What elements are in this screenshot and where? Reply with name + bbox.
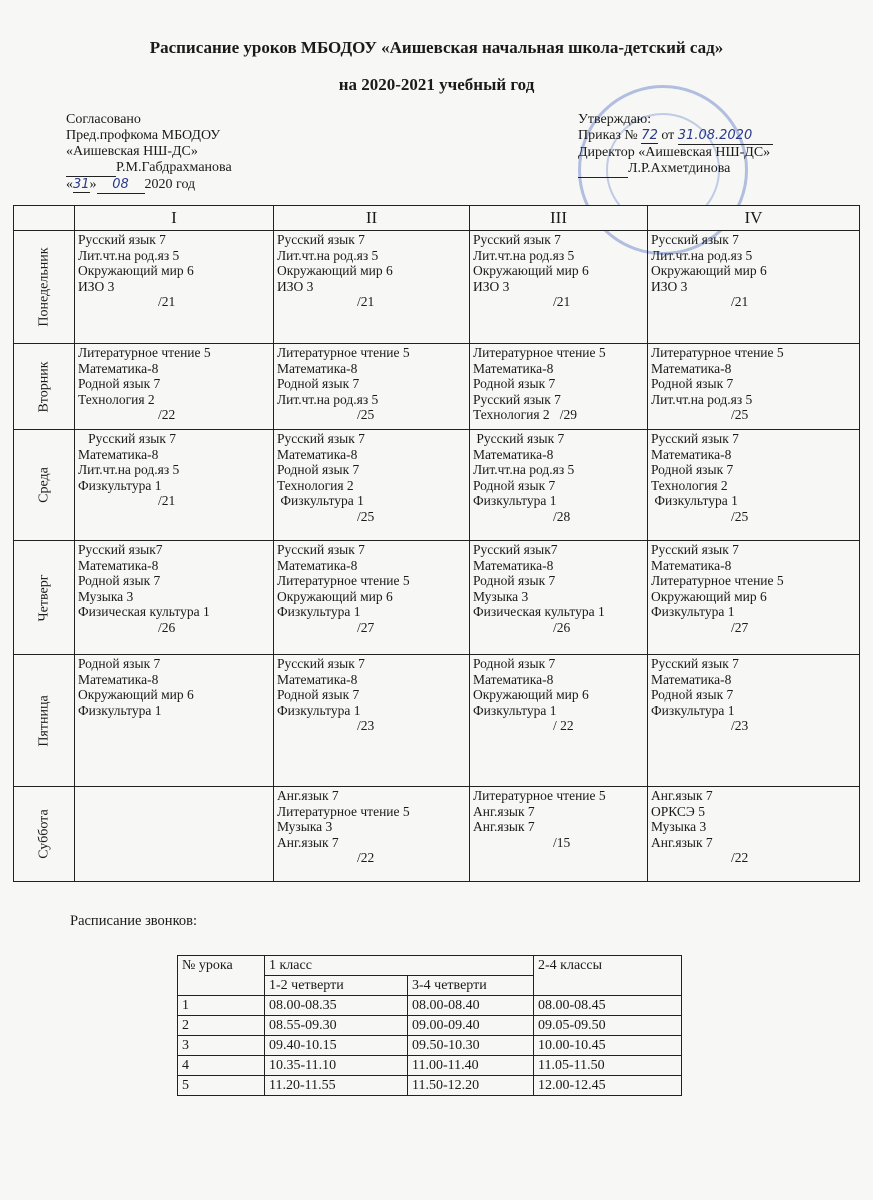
lesson-line: Родной язык 7 — [277, 462, 360, 477]
header-lesson: № урока — [178, 956, 265, 996]
lesson-cell — [470, 430, 648, 541]
class1-q34-time: 11.50-12.20 — [408, 1076, 534, 1096]
bell-row — [178, 996, 682, 1016]
lesson-line: Родной язык 7 — [473, 656, 556, 671]
lesson-cell — [75, 430, 274, 541]
lesson-line: Родной язык 7 — [277, 687, 360, 702]
class1-q34-time: 09.50-10.30 — [408, 1036, 534, 1056]
lesson-line: Анг.язык 7 — [651, 788, 713, 803]
lesson-cell — [274, 655, 470, 787]
weekly-total: /21 — [731, 294, 749, 309]
weekly-total: /23 — [731, 718, 749, 733]
lesson-line: Анг.язык 7 — [473, 819, 535, 834]
order-date: 31.08.2020 — [678, 128, 773, 145]
day-label: Пятница — [36, 694, 52, 747]
day-label-cell — [14, 655, 75, 787]
lesson-line: Литературное чтение 5 — [78, 345, 211, 360]
header-q34: 3-4 четверти — [408, 976, 534, 996]
lesson-line: Русский язык 7 — [651, 656, 739, 671]
agreed-line: Пред.профкома МБОДОУ — [66, 128, 221, 143]
weekly-total: /27 — [731, 619, 749, 635]
weekly-total: /21 — [158, 493, 176, 508]
lesson-line: Математика-8 — [78, 360, 159, 376]
lesson-line: Технология 2 — [277, 477, 354, 493]
lesson-line: Литературное чтение 5 — [277, 573, 410, 588]
agreed-signer — [66, 160, 232, 177]
day-label: Суббота — [36, 809, 52, 859]
lesson-line: Физкультура 1 — [277, 702, 361, 718]
lesson-line: ОРКСЭ 5 — [651, 803, 705, 819]
document-title: Расписание уроков МБОДОУ «Аишевская начальная школа-детский сад» — [149, 38, 724, 57]
agreed-block — [66, 112, 232, 194]
lesson-line: Физкультура 1 — [651, 604, 735, 619]
lesson-line: Математика-8 — [277, 671, 358, 687]
lesson-line: Математика-8 — [651, 671, 732, 687]
lesson-line: ИЗО 3 — [277, 278, 314, 294]
agreed-line: Согласовано — [66, 112, 141, 127]
lesson-line: Родной язык 7 — [473, 573, 556, 588]
weekly-total: /27 — [357, 619, 375, 635]
approved-block — [578, 112, 773, 178]
lesson-line: Анг.язык 7 — [651, 834, 713, 850]
class1-q12-time: 08.55-09.30 — [265, 1016, 408, 1036]
class1-q12-time: 09.40-10.15 — [265, 1036, 408, 1056]
class1-q12-time: 10.35-11.10 — [265, 1056, 408, 1076]
lesson-line: Окружающий мир 6 — [277, 263, 393, 278]
day-label: Четверг — [36, 574, 52, 621]
day-row — [14, 344, 860, 430]
lesson-line: Русский язык 7 — [78, 431, 177, 446]
lesson-cell — [648, 231, 860, 344]
weekly-total: /26 — [553, 619, 571, 635]
lesson-line: Русский язык 7 — [277, 542, 365, 557]
lesson-line: Русский язык 7 — [473, 431, 565, 446]
lesson-line: Физкультура 1 — [473, 493, 557, 508]
day-label-cell — [14, 541, 75, 655]
class24-time: 09.05-09.50 — [534, 1016, 682, 1036]
weekly-total: /22 — [357, 850, 375, 865]
lesson-number: 4 — [178, 1056, 265, 1076]
lesson-line: Физкультура 1 — [78, 702, 162, 718]
class1-q34-time: 11.00-11.40 — [408, 1056, 534, 1076]
lesson-line: Родной язык 7 — [651, 376, 734, 391]
order-line — [578, 128, 773, 145]
weekly-total: /23 — [357, 718, 375, 733]
header-class1: 1 класс — [265, 956, 534, 976]
day-label: Понедельник — [36, 247, 52, 327]
lesson-line: Физкультура 1 — [651, 493, 738, 508]
lesson-line: Физкультура 1 — [473, 702, 557, 718]
lesson-line: Музыка 3 — [78, 588, 134, 604]
class24-time: 12.00-12.45 — [534, 1076, 682, 1096]
lesson-line: Математика-8 — [473, 557, 554, 573]
lesson-line: Математика-8 — [78, 557, 159, 573]
bell-row — [178, 1056, 682, 1076]
day-label: Вторник — [36, 360, 52, 413]
lesson-line: Математика-8 — [78, 671, 159, 687]
lesson-line: Анг.язык 7 — [277, 788, 339, 803]
lesson-line: Родной язык 7 — [473, 477, 556, 493]
lesson-line: Физическая культура 1 — [78, 604, 210, 619]
date-prefix: « — [66, 177, 73, 192]
bells-heading: Расписание звонков: — [70, 913, 198, 929]
lesson-line: Литературное чтение 5 — [651, 345, 784, 360]
schedule-table — [13, 205, 860, 882]
lesson-number: 3 — [178, 1036, 265, 1056]
lesson-line: Математика-8 — [277, 360, 358, 376]
lesson-line: Физкультура 1 — [651, 702, 735, 718]
weekly-total: /25 — [357, 407, 375, 422]
signer-name: Л.Р.Ахметдинова — [628, 161, 731, 176]
class1-q34-time: 08.00-08.40 — [408, 996, 534, 1016]
lesson-cell — [648, 787, 860, 882]
lesson-line: Физкультура 1 — [277, 493, 364, 508]
lesson-line: Литературное чтение 5 — [651, 573, 784, 588]
column-header: I — [75, 206, 274, 231]
lesson-cell — [274, 231, 470, 344]
lesson-line: Родной язык 7 — [277, 376, 360, 391]
lesson-line: Математика-8 — [277, 446, 358, 462]
lesson-line: Лит.чт.на род.яз 5 — [277, 247, 379, 263]
lesson-cell — [274, 430, 470, 541]
lesson-cell — [470, 231, 648, 344]
lesson-line: Литературное чтение 5 — [473, 788, 606, 803]
column-header: III — [470, 206, 648, 231]
date-month: 08 — [97, 177, 145, 194]
lesson-line: Родной язык 7 — [78, 376, 161, 391]
lesson-line: Родной язык 7 — [651, 462, 734, 477]
lesson-cell — [648, 344, 860, 430]
lesson-line: Русский язык 7 — [277, 232, 365, 247]
lesson-line: ИЗО 3 — [78, 278, 115, 294]
lesson-line: Родной язык 7 — [78, 573, 161, 588]
weekly-total: /21 — [357, 294, 375, 309]
lesson-cell — [648, 430, 860, 541]
class1-q12-time: 08.00-08.35 — [265, 996, 408, 1016]
weekly-total: /22 — [731, 850, 749, 865]
lesson-cell — [470, 787, 648, 882]
lesson-line: Окружающий мир 6 — [78, 687, 194, 702]
weekly-total: /25 — [357, 508, 375, 524]
class24-time: 11.05-11.50 — [534, 1056, 682, 1076]
lesson-cell — [75, 787, 274, 882]
lesson-line: Русский язык 7 — [277, 431, 365, 446]
lesson-cell — [274, 344, 470, 430]
day-row — [14, 787, 860, 882]
class24-time: 08.00-08.45 — [534, 996, 682, 1016]
bell-row — [178, 1016, 682, 1036]
lesson-cell — [470, 344, 648, 430]
lesson-line: Математика-8 — [651, 360, 732, 376]
lesson-line: Математика-8 — [651, 557, 732, 573]
lesson-line: Лит.чт.на род.яз 5 — [277, 391, 379, 407]
lesson-line: Анг.язык 7 — [473, 803, 535, 819]
lesson-line: Лит.чт.на род.яз 5 — [651, 391, 753, 407]
lesson-line: Русский язык7 — [473, 542, 558, 557]
bell-row — [178, 1076, 682, 1096]
lesson-line: Технология 2 — [78, 391, 155, 407]
date-suffix: 2020 год — [144, 177, 196, 192]
lesson-cell — [274, 541, 470, 655]
lesson-line: Окружающий мир 6 — [651, 588, 767, 604]
day-row — [14, 231, 860, 344]
lesson-line: Лит.чт.на род.яз 5 — [473, 247, 575, 263]
class24-time: 10.00-10.45 — [534, 1036, 682, 1056]
approved-line: Утверждаю: — [578, 112, 652, 127]
lesson-line: Физкультура 1 — [277, 604, 361, 619]
lesson-number: 2 — [178, 1016, 265, 1036]
header-q12: 1-2 четверти — [265, 976, 408, 996]
lesson-cell — [75, 231, 274, 344]
order-prefix: Приказ № — [578, 128, 638, 143]
lesson-line: Анг.язык 7 — [277, 834, 339, 850]
lesson-cell — [648, 541, 860, 655]
weekly-total: /25 — [731, 508, 749, 524]
lesson-line: Математика-8 — [473, 360, 554, 376]
day-label-cell — [14, 430, 75, 541]
lesson-line: Русский язык 7 — [651, 542, 739, 557]
day-label: Среда — [36, 467, 52, 503]
lesson-line: Математика-8 — [651, 446, 732, 462]
lesson-line: Математика-8 — [277, 557, 358, 573]
lesson-line: Музыка 3 — [473, 588, 529, 604]
lesson-cell — [274, 787, 470, 882]
day-label-cell — [14, 787, 75, 882]
lesson-line: Русский язык7 — [78, 542, 163, 557]
lesson-line: Окружающий мир 6 — [277, 588, 393, 604]
lesson-line: Литературное чтение 5 — [277, 803, 410, 819]
order-number: 72 — [641, 128, 658, 143]
lesson-line: Русский язык 7 — [78, 232, 166, 247]
lesson-line: Русский язык 7 — [473, 232, 561, 247]
approved-signer — [578, 161, 773, 178]
weekly-total: /28 — [553, 508, 571, 524]
lesson-line: Окружающий мир 6 — [651, 263, 767, 278]
lesson-cell — [75, 541, 274, 655]
lesson-cell — [470, 655, 648, 787]
weekly-total: /15 — [553, 834, 571, 850]
lesson-line: Родной язык 7 — [651, 687, 734, 702]
lesson-line: Технология 2 — [651, 477, 728, 493]
lesson-line: Математика-8 — [473, 671, 554, 687]
weekly-total: /25 — [731, 407, 749, 422]
lesson-number: 5 — [178, 1076, 265, 1096]
lesson-cell — [648, 655, 860, 787]
day-row — [14, 541, 860, 655]
bell-schedule-table — [177, 955, 682, 1096]
lesson-line: Музыка 3 — [277, 819, 333, 834]
date-mid: » — [89, 177, 97, 192]
lesson-line: Технология 2 /29 — [473, 407, 578, 422]
lesson-line: Музыка 3 — [651, 819, 707, 834]
class1-q12-time: 11.20-11.55 — [265, 1076, 408, 1096]
column-header: II — [274, 206, 470, 231]
lesson-line: Русский язык 7 — [473, 391, 561, 407]
header-class24: 2-4 классы — [534, 956, 682, 996]
weekly-total: / 22 — [553, 718, 574, 733]
lesson-line: Лит.чт.на род.яз 5 — [78, 247, 180, 263]
day-label-cell — [14, 344, 75, 430]
lesson-cell — [470, 541, 648, 655]
weekly-total: /21 — [158, 294, 176, 309]
lesson-line: Русский язык 7 — [651, 232, 739, 247]
weekly-total: /21 — [553, 294, 571, 309]
weekly-total: /22 — [158, 407, 176, 422]
lesson-line: Родной язык 7 — [473, 376, 556, 391]
lesson-line: Русский язык 7 — [277, 656, 365, 671]
lesson-number: 1 — [178, 996, 265, 1016]
date-day: 31 — [73, 177, 90, 192]
lesson-line: Лит.чт.на род.яз 5 — [473, 462, 575, 477]
bell-row — [178, 1036, 682, 1056]
agreed-date — [66, 177, 232, 194]
lesson-cell — [75, 344, 274, 430]
lesson-line: Лит.чт.на род.яз 5 — [651, 247, 753, 263]
lesson-line: Лит.чт.на род.яз 5 — [78, 462, 180, 477]
class1-q34-time: 09.00-09.40 — [408, 1016, 534, 1036]
lesson-line: Математика-8 — [473, 446, 554, 462]
corner-cell — [14, 206, 75, 231]
lesson-line: Физическая культура 1 — [473, 604, 605, 619]
lesson-line: ИЗО 3 — [651, 278, 688, 294]
lesson-cell — [75, 655, 274, 787]
lesson-line: Окружающий мир 6 — [78, 263, 194, 278]
lesson-line: ИЗО 3 — [473, 278, 510, 294]
day-row — [14, 655, 860, 787]
lesson-line: Окружающий мир 6 — [473, 687, 589, 702]
signer-name: Р.М.Габдрахманова — [116, 160, 232, 175]
lesson-line: Математика-8 — [78, 446, 159, 462]
lesson-line: Литературное чтение 5 — [277, 345, 410, 360]
signature — [66, 160, 116, 177]
lesson-line: Литературное чтение 5 — [473, 345, 606, 360]
column-header: IV — [648, 206, 860, 231]
agreed-line: «Аишевская НШ-ДС» — [66, 144, 198, 159]
document-subtitle: на 2020-2021 учебный год — [338, 75, 535, 94]
day-row — [14, 430, 860, 541]
day-label-cell — [14, 231, 75, 344]
lesson-line: Родной язык 7 — [78, 656, 161, 671]
lesson-line: Физкультура 1 — [78, 477, 162, 493]
weekly-total: /26 — [158, 619, 176, 635]
lesson-line: Окружающий мир 6 — [473, 263, 589, 278]
approved-line: Директор «Аишевская НШ-ДС» — [578, 145, 771, 160]
order-mid: от — [661, 128, 675, 143]
signature — [578, 161, 628, 178]
lesson-line: Русский язык 7 — [651, 431, 739, 446]
